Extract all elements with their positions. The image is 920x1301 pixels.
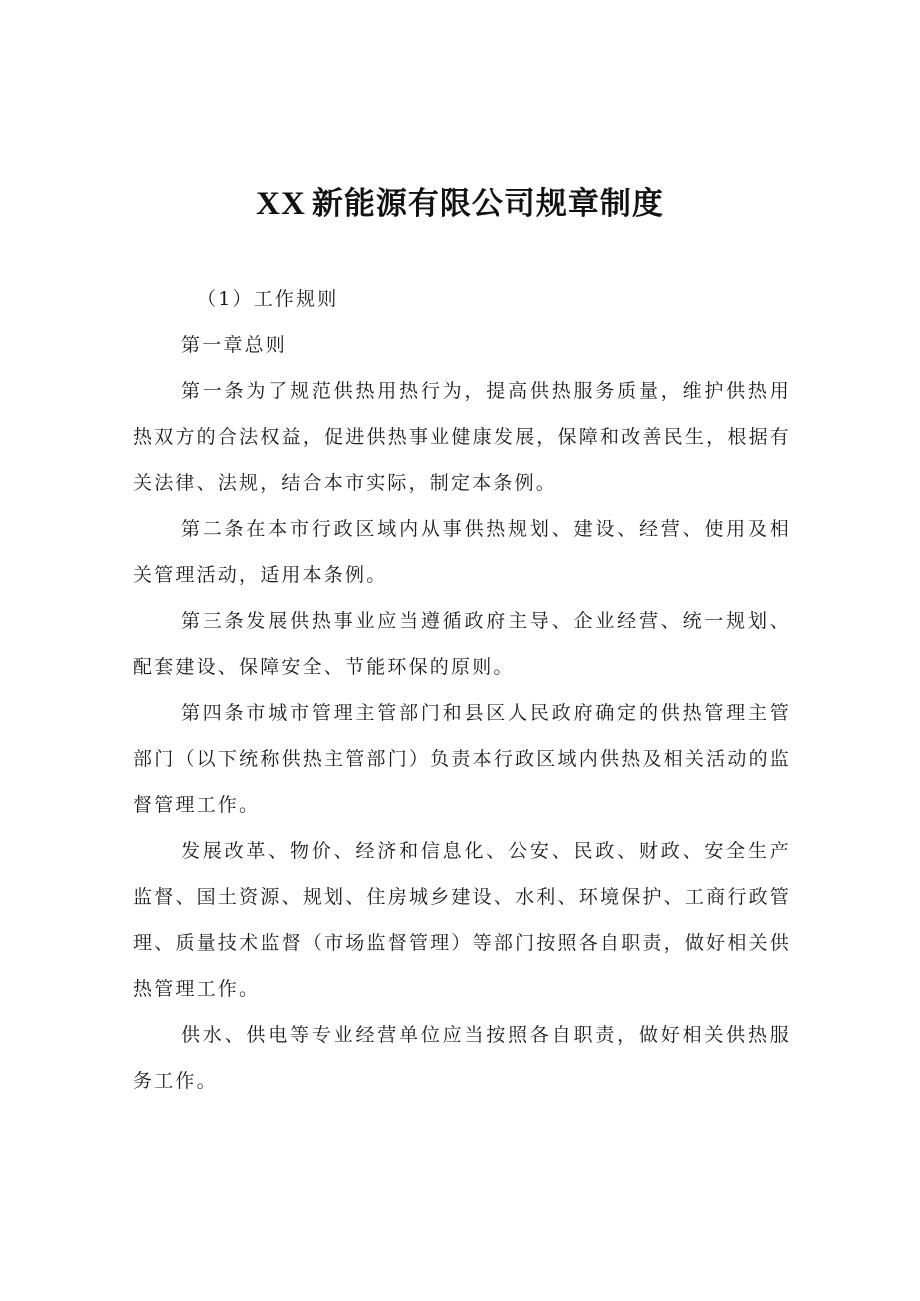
article-paragraph: 第三条发展供热事业应当遵循政府主导、企业经营、统一规划、配套建设、保障安全、节能环保的原则。 [133,610,791,678]
title-main: 新能源有限公司规章制度 [311,186,664,222]
article-paragraph: 第二条在本市行政区域内从事供热规划、建设、经营、使用及相关管理活动，适用本条例。 [133,518,791,586]
title-prefix: XX [256,186,306,222]
article-paragraph: 第四条市城市管理主管部门和县区人民政府确定的供热管理主管部门（以下统称供热主管部门）负责本行政区域内供热及相关活动的监督管理工作。 [133,702,791,816]
chapter-heading: 第一章总则 [181,334,288,356]
document-title [0,178,920,223]
article-paragraph: 供水、供电等专业经营单位应当按照各自职责，做好相关供热服务工作。 [133,1024,791,1092]
document-body [133,276,791,1104]
article-paragraph: 第一条为了规范供热用热行为，提高供热服务质量，维护供热用热双方的合法权益，促进供热事业健康发展，保障和改善民生，根据有关法律、法规，结合本市实际，制定本条例。 [133,380,791,494]
article-paragraph: 发展改革、物价、经济和信息化、公安、民政、财政、安全生产监督、国土资源、规划、住房城乡建设、水利、环境保护、工商行政管理、质量技术监督（市场监督管理）等部门按照各自职责，做好相关供热管理工作。 [133,840,791,1000]
section-heading: （1）工作规则 [197,288,339,310]
